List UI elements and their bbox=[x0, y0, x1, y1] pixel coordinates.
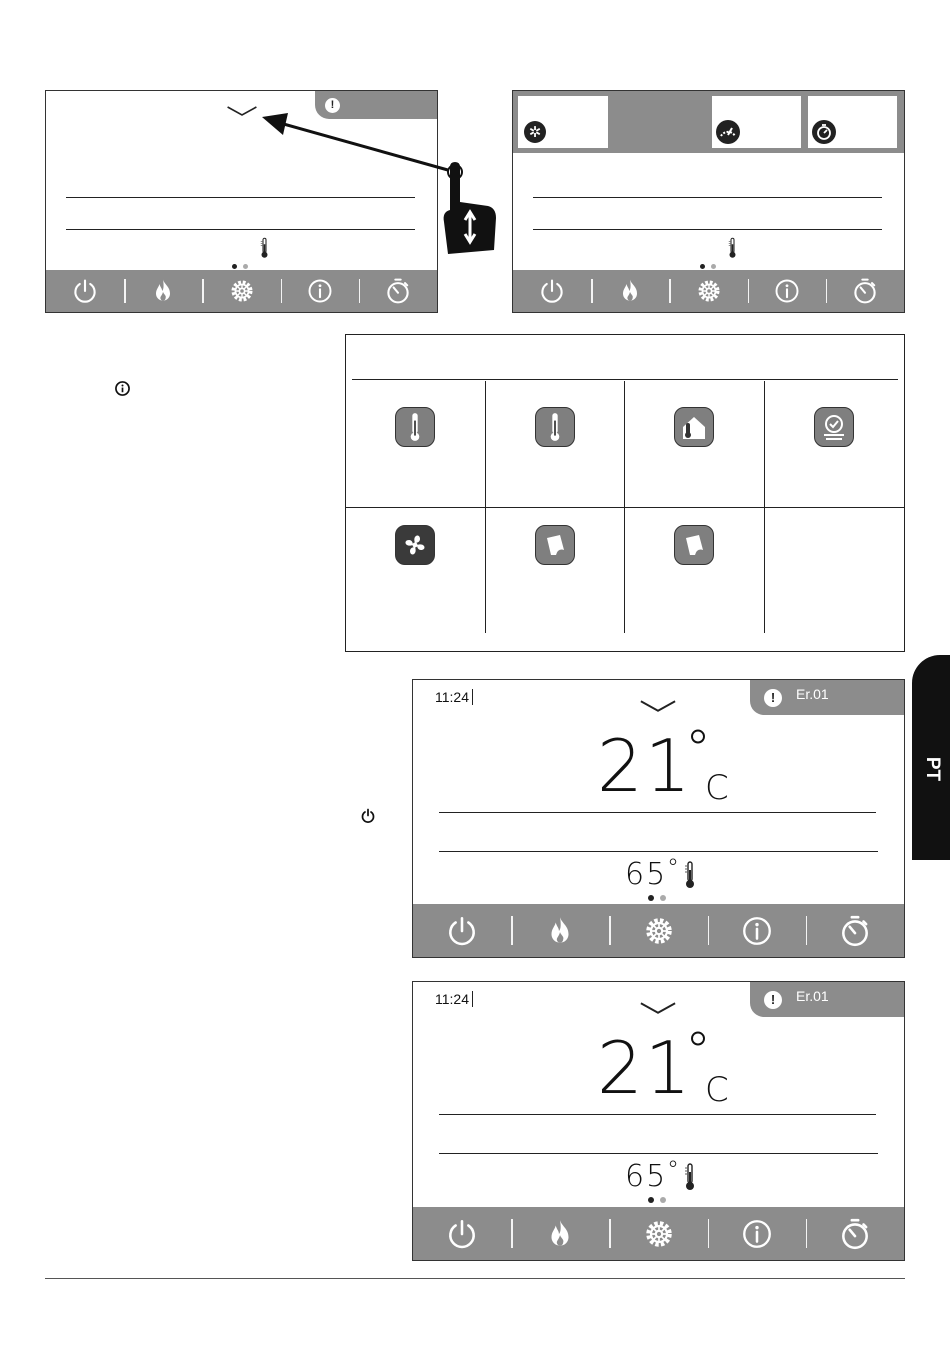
paper-sheet-icon bbox=[535, 525, 575, 565]
page-indicator bbox=[232, 264, 248, 269]
flame-button[interactable] bbox=[511, 904, 609, 957]
timer-icon bbox=[384, 277, 412, 305]
flame-icon bbox=[543, 1217, 577, 1251]
status-tile-gauge[interactable] bbox=[712, 96, 801, 148]
flame-icon bbox=[543, 914, 577, 948]
timer-icon bbox=[838, 1217, 872, 1251]
speed-gauge-icon bbox=[715, 119, 741, 145]
water-temperature: 65 bbox=[625, 857, 668, 892]
divider-top bbox=[439, 812, 876, 813]
flame-icon bbox=[616, 277, 644, 305]
power-button[interactable] bbox=[46, 270, 124, 312]
flame-button[interactable] bbox=[511, 1207, 609, 1260]
flame-button[interactable] bbox=[124, 270, 202, 312]
thermometer-icon bbox=[728, 237, 737, 259]
toolbar bbox=[46, 270, 437, 312]
swipe-hand-icon bbox=[440, 162, 500, 257]
screen-main-large-a bbox=[412, 679, 905, 958]
divider-bottom bbox=[439, 1153, 878, 1154]
info-button[interactable] bbox=[281, 270, 359, 312]
power-icon bbox=[71, 277, 99, 305]
power-icon bbox=[538, 277, 566, 305]
settings-button[interactable] bbox=[609, 1207, 707, 1260]
temperature-unit: C bbox=[705, 1070, 731, 1110]
alarm-tab[interactable] bbox=[750, 680, 904, 715]
power-icon bbox=[445, 1217, 479, 1251]
temperature-unit: C bbox=[705, 768, 731, 808]
screen-status bbox=[512, 90, 905, 313]
info-icon bbox=[306, 277, 334, 305]
status-tile-stopwatch[interactable] bbox=[808, 96, 897, 148]
language-tab-label: PT bbox=[922, 756, 944, 782]
fan-icon: ✲ bbox=[524, 121, 546, 143]
error-code: Er.01 bbox=[796, 987, 829, 1004]
toolbar bbox=[513, 270, 904, 312]
warning-icon: ! bbox=[764, 991, 782, 1009]
timer-button[interactable] bbox=[806, 904, 904, 957]
power-button[interactable] bbox=[413, 1207, 511, 1260]
info-icon bbox=[740, 914, 774, 948]
power-button[interactable] bbox=[413, 904, 511, 957]
gear-icon bbox=[695, 277, 723, 305]
screen-main-large-b bbox=[412, 981, 905, 1261]
stopwatch-icon bbox=[811, 119, 837, 145]
alarm-tab[interactable] bbox=[750, 982, 904, 1017]
status-tile-fan[interactable] bbox=[518, 96, 608, 148]
timer-icon bbox=[838, 914, 872, 948]
temperature-degree: ° bbox=[685, 720, 713, 780]
table-col-divider bbox=[485, 381, 486, 633]
warning-icon: ! bbox=[325, 98, 340, 113]
divider-bottom bbox=[439, 851, 878, 852]
paper-sheet-icon bbox=[674, 525, 714, 565]
table-header-divider bbox=[352, 379, 898, 380]
thermometer-icon bbox=[684, 861, 696, 889]
power-icon bbox=[360, 808, 376, 824]
chevron-down-icon[interactable] bbox=[639, 698, 677, 714]
toolbar bbox=[413, 1207, 904, 1260]
page-indicator bbox=[648, 895, 666, 901]
divider-top bbox=[439, 1114, 876, 1115]
toolbar bbox=[413, 904, 904, 957]
clock: 11:24 bbox=[435, 689, 473, 705]
timer-icon bbox=[851, 277, 879, 305]
flame-button[interactable] bbox=[591, 270, 669, 312]
info-button[interactable] bbox=[708, 904, 806, 957]
water-temperature-degree: ° bbox=[667, 854, 681, 882]
timer-button[interactable] bbox=[359, 270, 437, 312]
page-indicator bbox=[648, 1197, 666, 1203]
page-indicator bbox=[700, 264, 716, 269]
pressure-gauge-icon bbox=[814, 407, 854, 447]
footer-rule bbox=[45, 1278, 905, 1279]
temperature-degree: ° bbox=[685, 1022, 713, 1082]
timer-button[interactable] bbox=[826, 270, 904, 312]
power-button[interactable] bbox=[513, 270, 591, 312]
icon-table bbox=[345, 334, 905, 652]
info-button[interactable] bbox=[748, 270, 826, 312]
swipe-arrow bbox=[250, 105, 470, 265]
warning-icon: ! bbox=[764, 689, 782, 707]
table-col-divider bbox=[764, 381, 765, 633]
info-icon bbox=[773, 277, 801, 305]
timer-button[interactable] bbox=[806, 1207, 904, 1260]
room-temperature: 21 bbox=[597, 724, 693, 808]
fan-icon bbox=[395, 525, 435, 565]
divider-top bbox=[533, 197, 882, 198]
settings-button[interactable] bbox=[609, 904, 707, 957]
power-icon bbox=[445, 914, 479, 948]
gear-icon bbox=[642, 914, 676, 948]
gear-icon bbox=[642, 1217, 676, 1251]
thermometer-icon bbox=[684, 1163, 696, 1191]
water-thermometer-icon bbox=[535, 407, 575, 447]
settings-button[interactable] bbox=[202, 270, 280, 312]
divider-bottom bbox=[533, 229, 882, 230]
error-code: Er.01 bbox=[796, 685, 829, 702]
info-icon bbox=[115, 381, 130, 396]
clock: 11:24 bbox=[435, 991, 473, 1007]
info-icon bbox=[740, 1217, 774, 1251]
water-temperature-degree: ° bbox=[667, 1156, 681, 1184]
house-thermometer-icon bbox=[674, 407, 714, 447]
gear-icon bbox=[228, 277, 256, 305]
water-temperature: 65 bbox=[625, 1159, 668, 1194]
settings-button[interactable] bbox=[669, 270, 747, 312]
chevron-down-icon[interactable] bbox=[639, 1000, 677, 1016]
table-col-divider bbox=[624, 381, 625, 633]
info-button[interactable] bbox=[708, 1207, 806, 1260]
room-thermometer-icon bbox=[395, 407, 435, 447]
room-temperature: 21 bbox=[597, 1026, 693, 1110]
flame-icon bbox=[149, 277, 177, 305]
